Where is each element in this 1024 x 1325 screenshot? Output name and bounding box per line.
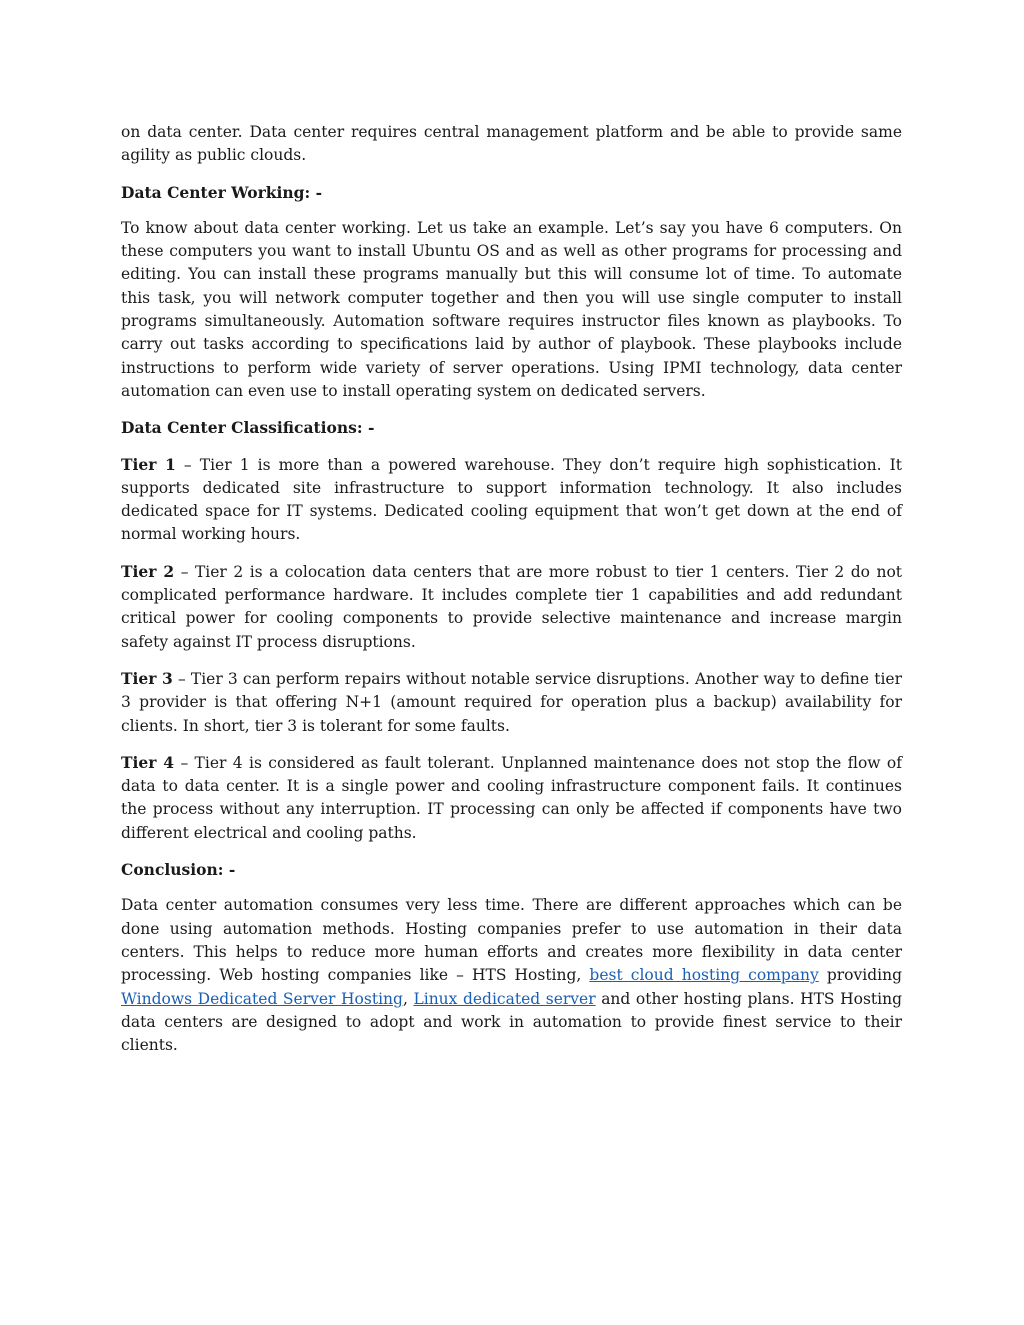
section-heading-conclusion: Conclusion: -	[121, 860, 236, 880]
conclusion-text-start: Data center automation consumes very less time. There are different approaches which can be done using automation methods. Hosting companies prefer to use automation in their data centers. This helps to reduce more human efforts and creates more flexibility in data center processing. Web hosting companies like – HTS Hosting,	[121, 896, 902, 985]
section-heading-classifications: Data Center Classifications: -	[121, 418, 375, 438]
tier-3-text: – Tier 3 can perform repairs without notable service disruptions. Another way to define tier 3 provider is that offering N+1 (amount required for operation plus a backup) availability for clients. In short, tier 3 is tolerant for some faults.	[121, 669, 902, 735]
tier-1-paragraph	[121, 453, 902, 547]
link-linux-dedicated-server[interactable]: Linux dedicated server	[413, 989, 596, 1008]
tier-2-paragraph	[121, 560, 902, 654]
tier-2-label: Tier 2	[121, 561, 175, 581]
link-windows-dedicated-hosting[interactable]: Windows Dedicated Server Hosting	[121, 989, 403, 1008]
working-paragraph: To know about data center working. Let us take an example. Let’s say you have 6 computers. On these computers you want to install Ubuntu OS and as well as other programs for processing and editing. You can install these programs manually but this will consume lot of time. To automate this task, you will network computer together and then you will use single computer to install programs simultaneously. Automation software requires instructor files known as playbooks. To carry out tasks according to specifications laid by author of playbook. These playbooks include instructions to perform wide variety of server operations. Using IPMI technology, data center automation can even use to install operating system on dedicated servers.	[121, 218, 902, 400]
tier-1-text: – Tier 1 is more than a powered warehouse. They don’t require high sophistication. It supports dedicated site infrastructure to support information technology. It also includes dedicated space for IT systems. Dedicated cooling equipment that won’t get down at the end of normal working hours.	[121, 455, 902, 544]
tier-2-text: – Tier 2 is a colocation data centers that are more robust to tier 1 centers. Tier 2 do not complicated performance hardware. It includes complete tier 1 capabilities and add redundant critical power for cooling components to provide selective maintenance and increase margin safety against IT process disruptions.	[121, 562, 903, 651]
conclusion-text-mid-2: ,	[402, 989, 414, 1008]
document-page	[121, 121, 902, 1070]
tier-1-label: Tier 1	[121, 454, 176, 474]
tier-4-label: Tier 4	[121, 752, 175, 772]
tier-3-label: Tier 3	[121, 668, 173, 688]
conclusion-text-end: and other hosting plans. HTS Hosting data centers are designed to adopt and work in automation to provide finest service to their clients.	[121, 989, 902, 1055]
tier-4-paragraph	[121, 751, 902, 845]
conclusion-text-mid-1: providing	[818, 966, 903, 985]
intro-paragraph: on data center. Data center requires central management platform and be able to provide same agility as public clouds.	[121, 123, 902, 165]
tier-4-text: – Tier 4 is considered as fault tolerant. Unplanned maintenance does not stop the flow of data to data center. It is a single power and cooling infrastructure component fails. It continues the process without any interruption. IT processing can only be affected if components have two different electrical and cooling paths.	[121, 753, 902, 842]
link-best-cloud-hosting[interactable]: best cloud hosting company	[589, 966, 819, 985]
section-heading-working: Data Center Working: -	[121, 182, 323, 202]
tier-3-paragraph	[121, 667, 902, 738]
conclusion-paragraph	[121, 894, 902, 1057]
